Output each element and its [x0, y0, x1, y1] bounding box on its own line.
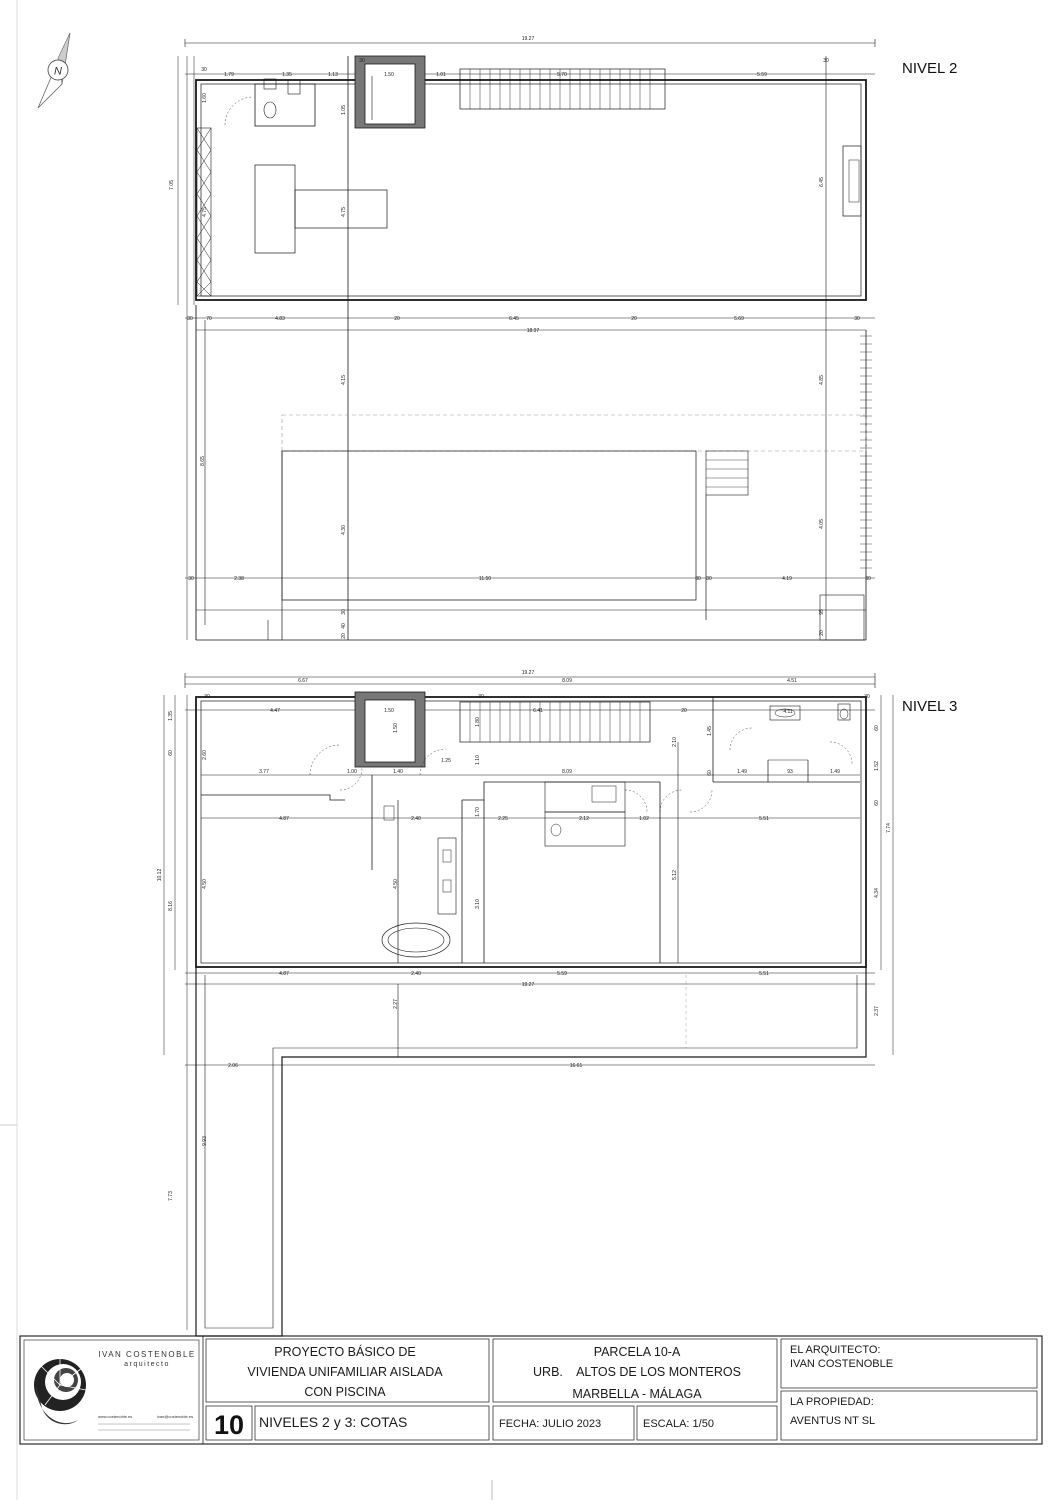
- svg-text:5.59: 5.59: [757, 72, 767, 78]
- svg-text:95: 95: [819, 609, 825, 615]
- svg-text:20: 20: [681, 708, 687, 714]
- firm-subtitle: arquitecto: [124, 1361, 170, 1368]
- svg-text:10.12: 10.12: [157, 868, 163, 882]
- svg-text:4.51: 4.51: [787, 678, 797, 684]
- svg-text:30: 30: [865, 576, 871, 582]
- svg-text:40: 40: [341, 623, 347, 629]
- svg-text:1.40: 1.40: [393, 769, 403, 775]
- svg-text:1.50: 1.50: [384, 72, 394, 78]
- svg-text:1.02: 1.02: [639, 816, 649, 822]
- svg-text:6.45: 6.45: [819, 177, 825, 187]
- svg-text:1.25: 1.25: [441, 758, 451, 764]
- project-line-3: CON PISCINA: [304, 1385, 386, 1399]
- architect-label: EL ARQUITECTO:: [790, 1344, 881, 1356]
- svg-text:1.50: 1.50: [384, 708, 394, 714]
- svg-text:4.47: 4.47: [270, 708, 280, 714]
- svg-text:3.77: 3.77: [259, 769, 269, 775]
- svg-text:4.75: 4.75: [341, 207, 347, 217]
- svg-text:6.41: 6.41: [533, 708, 543, 714]
- svg-text:2.37: 2.37: [874, 1006, 880, 1016]
- scale-label: ESCALA: 1/50: [643, 1418, 714, 1430]
- svg-text:1.80: 1.80: [475, 717, 481, 727]
- svg-text:70: 70: [206, 316, 212, 322]
- svg-text:60: 60: [707, 770, 713, 776]
- svg-text:60: 60: [874, 725, 880, 731]
- svg-text:20: 20: [394, 316, 400, 322]
- svg-text:11.50: 11.50: [478, 576, 492, 582]
- level-3-plan: [164, 673, 893, 1336]
- sheet-title: NIVELES 2 y 3: COTAS: [259, 1414, 408, 1430]
- svg-text:2.40: 2.40: [411, 971, 421, 977]
- svg-text:4.50: 4.50: [393, 879, 399, 889]
- svg-text:1.70: 1.70: [475, 807, 481, 817]
- plot-line-2: URB. ALTOS DE LOS MONTEROS: [533, 1365, 741, 1379]
- north-letter: N: [54, 65, 62, 78]
- svg-text:30: 30: [188, 576, 194, 582]
- architect-name: IVAN COSTENOBLE: [790, 1358, 894, 1370]
- svg-text:30: 30: [695, 576, 701, 582]
- firm-web: www.costenoble.es: [98, 1414, 133, 1419]
- firm-name: IVAN COSTENOBLE: [98, 1350, 196, 1359]
- owner-label: LA PROPIEDAD:: [790, 1396, 874, 1408]
- svg-text:2.25: 2.25: [498, 816, 508, 822]
- date-label: FECHA: JULIO 2023: [499, 1418, 602, 1430]
- svg-text:4.05: 4.05: [819, 519, 825, 529]
- north-arrow-icon: [38, 33, 70, 108]
- svg-text:60: 60: [168, 750, 174, 756]
- svg-text:18.97: 18.97: [526, 328, 540, 334]
- svg-text:1.10: 1.10: [475, 755, 481, 765]
- svg-text:7.74: 7.74: [886, 823, 892, 833]
- svg-text:8.09: 8.09: [562, 678, 572, 684]
- svg-text:30: 30: [478, 694, 484, 700]
- svg-text:1.35: 1.35: [282, 72, 292, 78]
- svg-text:20: 20: [631, 316, 637, 322]
- svg-text:1.00: 1.00: [347, 769, 357, 775]
- svg-text:4.19: 4.19: [782, 576, 792, 582]
- level-2-label: NIVEL 2: [902, 60, 958, 77]
- svg-text:1.49: 1.49: [830, 769, 840, 775]
- svg-text:1.79: 1.79: [224, 72, 234, 78]
- svg-text:1.49: 1.49: [737, 769, 747, 775]
- svg-text:19.27: 19.27: [521, 670, 535, 676]
- svg-text:2.10: 2.10: [672, 737, 678, 747]
- svg-text:60: 60: [874, 800, 880, 806]
- svg-text:8.16: 8.16: [168, 901, 174, 911]
- svg-text:30: 30: [359, 58, 365, 64]
- svg-text:2.27: 2.27: [393, 999, 399, 1009]
- svg-text:8.65: 8.65: [200, 456, 206, 466]
- svg-text:19.27: 19.27: [521, 36, 535, 42]
- svg-text:5.69: 5.69: [734, 316, 744, 322]
- level-2-plan: [178, 39, 875, 640]
- svg-text:30: 30: [864, 694, 870, 700]
- nautilus-logo-icon: [34, 1359, 86, 1424]
- svg-text:4.15: 4.15: [341, 375, 347, 385]
- svg-text:4.11: 4.11: [783, 709, 793, 715]
- svg-text:2.38: 2.38: [234, 576, 244, 582]
- svg-text:4.30: 4.30: [341, 525, 347, 535]
- svg-text:4.50: 4.50: [202, 879, 208, 889]
- project-line-2: VIVIENDA UNIFAMILIAR AISLADA: [247, 1365, 443, 1379]
- svg-text:1.35: 1.35: [168, 711, 174, 721]
- svg-text:5.51: 5.51: [759, 816, 769, 822]
- plot-line-1: PARCELA 10-A: [593, 1345, 681, 1359]
- svg-text:30: 30: [187, 316, 193, 322]
- svg-text:20: 20: [341, 633, 347, 639]
- sheet-number: 10: [213, 1410, 245, 1440]
- svg-text:30: 30: [823, 58, 829, 64]
- svg-text:2.06: 2.06: [228, 1063, 238, 1069]
- svg-text:2.40: 2.40: [411, 816, 421, 822]
- svg-text:5.70: 5.70: [557, 72, 567, 78]
- firm-contact-lines: [98, 1424, 190, 1430]
- svg-text:1.05: 1.05: [341, 105, 347, 115]
- svg-text:30: 30: [341, 609, 347, 615]
- level-2-dimensions: [169, 36, 871, 639]
- svg-text:8.09: 8.09: [562, 769, 572, 775]
- svg-text:7.05: 7.05: [169, 180, 175, 190]
- svg-text:16.61: 16.61: [569, 1063, 583, 1069]
- svg-text:6.67: 6.67: [298, 678, 308, 684]
- svg-text:4.87: 4.87: [279, 816, 289, 822]
- svg-text:1.60: 1.60: [202, 93, 208, 103]
- svg-text:4.87: 4.87: [279, 971, 289, 977]
- svg-text:5.59: 5.59: [557, 971, 567, 977]
- svg-text:30: 30: [854, 316, 860, 322]
- owner-name: AVENTUS NT SL: [790, 1415, 876, 1427]
- firm-email: ivan@costenoble.es: [157, 1414, 194, 1419]
- svg-text:19.27: 19.27: [521, 982, 535, 988]
- svg-text:9.93: 9.93: [202, 1136, 208, 1146]
- svg-text:6.45: 6.45: [509, 316, 519, 322]
- svg-text:1.13: 1.13: [328, 72, 338, 78]
- svg-text:1.52: 1.52: [874, 761, 880, 771]
- svg-text:30: 30: [201, 67, 207, 73]
- svg-text:1.01: 1.01: [436, 72, 446, 78]
- svg-text:30: 30: [706, 576, 712, 582]
- svg-text:4.75: 4.75: [202, 207, 208, 217]
- plot-line-3: MARBELLA - MÁLAGA: [572, 1387, 702, 1401]
- svg-text:1.50: 1.50: [393, 723, 399, 733]
- svg-text:4.83: 4.83: [275, 316, 285, 322]
- svg-text:1.45: 1.45: [707, 726, 713, 736]
- svg-text:4.34: 4.34: [874, 888, 880, 898]
- project-line-1: PROYECTO BÁSICO DE: [274, 1345, 416, 1359]
- svg-text:7.73: 7.73: [168, 1191, 174, 1201]
- svg-text:30: 30: [204, 694, 210, 700]
- svg-text:93: 93: [787, 769, 793, 775]
- svg-text:20: 20: [819, 630, 825, 636]
- svg-text:2.12: 2.12: [579, 816, 589, 822]
- svg-text:5.12: 5.12: [672, 870, 678, 880]
- svg-text:3.10: 3.10: [475, 899, 481, 909]
- level-3-label: NIVEL 3: [902, 698, 958, 715]
- svg-text:5.51: 5.51: [759, 971, 769, 977]
- svg-text:4.85: 4.85: [819, 375, 825, 385]
- svg-text:2.60: 2.60: [202, 750, 208, 760]
- level-3-dimensions: [157, 670, 892, 1201]
